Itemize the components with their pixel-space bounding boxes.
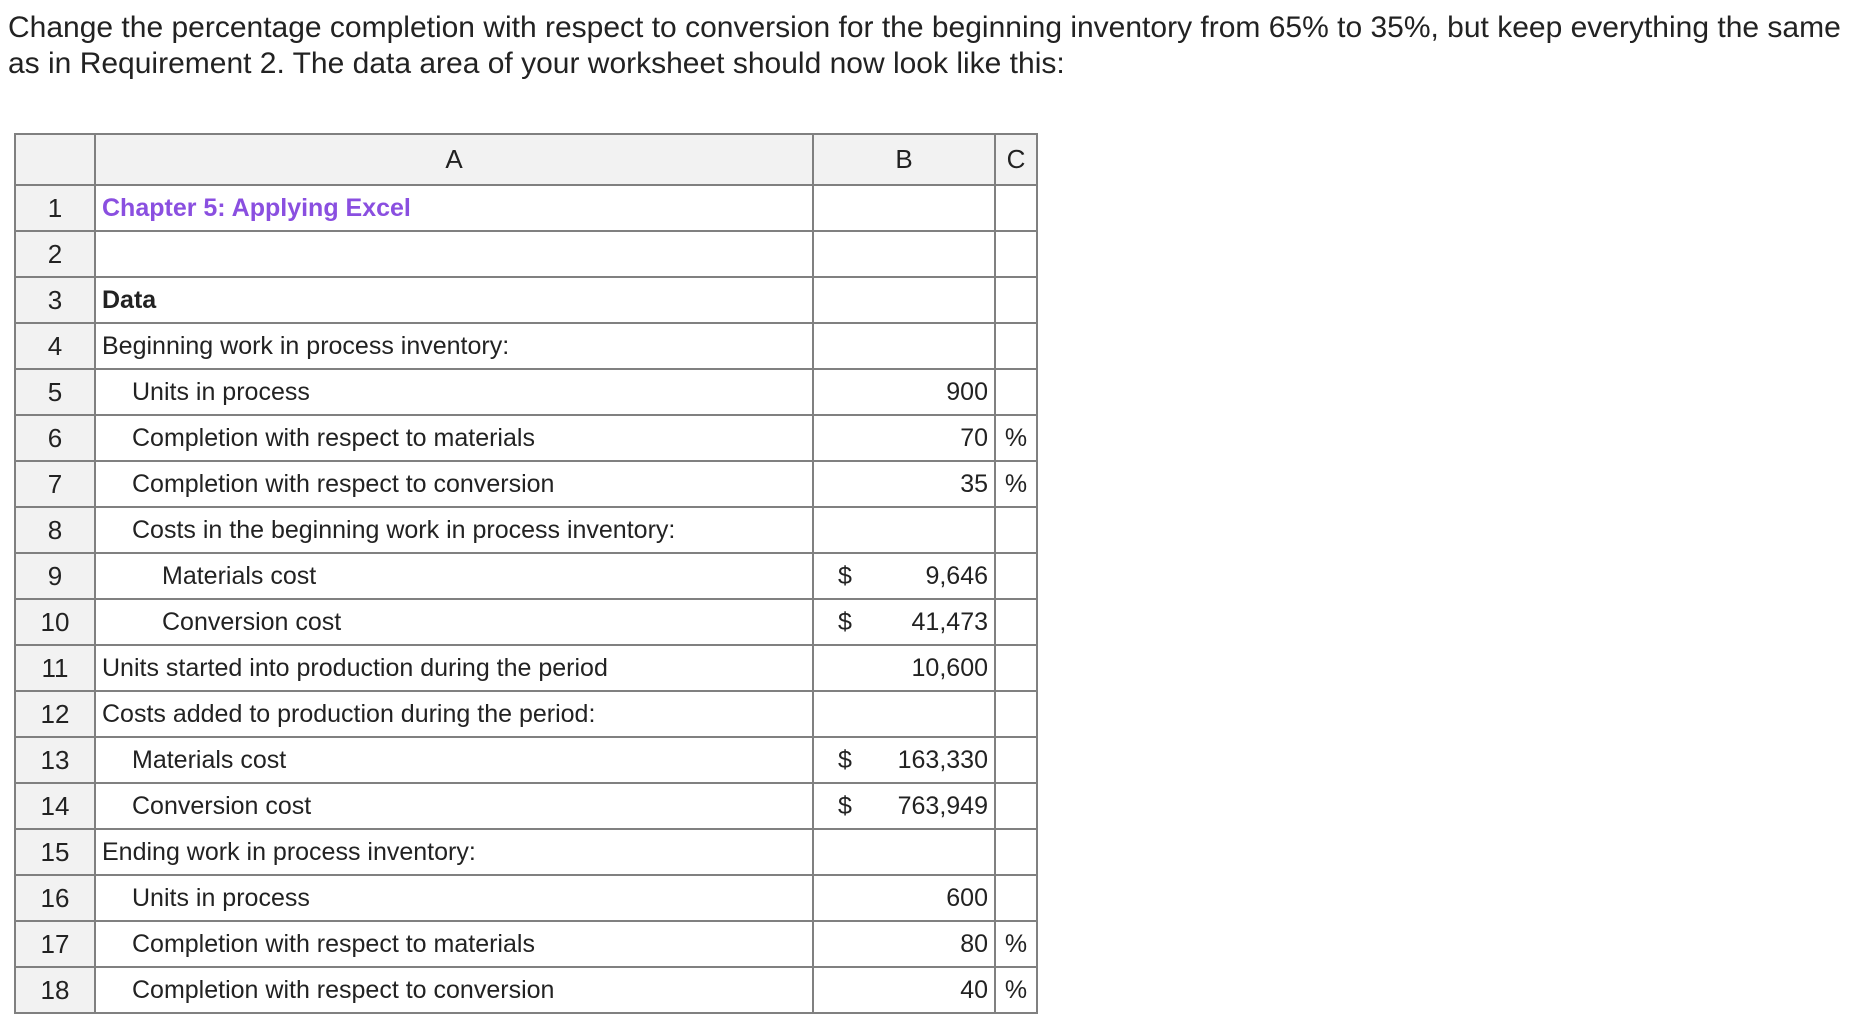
currency-symbol: $	[838, 607, 852, 636]
row-number: 3	[15, 277, 95, 323]
table-row	[15, 553, 1037, 599]
cell-c[interactable]	[995, 829, 1037, 875]
currency-symbol: $	[838, 745, 852, 774]
cell-a[interactable]: Units started into production during the period	[95, 645, 813, 691]
cell-a[interactable]	[95, 231, 813, 277]
row-number: 16	[15, 875, 95, 921]
table-row	[15, 737, 1037, 783]
cell-a[interactable]: Units in process	[95, 875, 813, 921]
cell-c[interactable]	[995, 231, 1037, 277]
cell-b-value: 9,646	[925, 561, 988, 590]
cell-a[interactable]: Beginning work in process inventory:	[95, 323, 813, 369]
cell-a[interactable]: Completion with respect to materials	[95, 921, 813, 967]
cell-c[interactable]	[995, 553, 1037, 599]
cell-b-value: 163,330	[897, 745, 988, 774]
cell-b[interactable]	[813, 645, 995, 691]
cell-b[interactable]	[813, 507, 995, 553]
table-row	[15, 645, 1037, 691]
cell-a[interactable]: Costs in the beginning work in process inventory:	[95, 507, 813, 553]
row-number: 8	[15, 507, 95, 553]
cell-a[interactable]: Data	[95, 277, 813, 323]
row-number: 5	[15, 369, 95, 415]
table-row	[15, 921, 1037, 967]
table-row	[15, 691, 1037, 737]
cell-b-value: 70	[960, 423, 988, 452]
currency-symbol: $	[838, 561, 852, 590]
instruction-text: Change the percentage completion with respect to conversion for the beginning inventory from 65% to 35%, but keep everything the same as in Requirement 2. The data area of your worksheet should now look like this:	[8, 11, 1841, 80]
row-number: 14	[15, 783, 95, 829]
cell-b[interactable]	[813, 829, 995, 875]
table-row	[15, 231, 1037, 277]
cell-a[interactable]: Materials cost	[95, 737, 813, 783]
cell-b[interactable]	[813, 553, 995, 599]
cell-b[interactable]	[813, 369, 995, 415]
column-header-a: A	[95, 134, 813, 185]
cell-b-value: 600	[946, 883, 988, 912]
cell-b[interactable]	[813, 737, 995, 783]
spreadsheet	[14, 133, 1038, 1014]
table-row	[15, 829, 1037, 875]
row-number: 10	[15, 599, 95, 645]
cell-b-value: 35	[960, 469, 988, 498]
cell-b[interactable]	[813, 415, 995, 461]
cell-c[interactable]: %	[995, 967, 1037, 1013]
cell-c[interactable]: %	[995, 921, 1037, 967]
row-number: 18	[15, 967, 95, 1013]
cell-b-value: 10,600	[911, 653, 988, 682]
corner-cell	[15, 134, 95, 185]
cell-a[interactable]: Units in process	[95, 369, 813, 415]
cell-a[interactable]: Chapter 5: Applying Excel	[95, 185, 813, 231]
cell-c[interactable]	[995, 599, 1037, 645]
row-number: 1	[15, 185, 95, 231]
cell-b[interactable]	[813, 599, 995, 645]
cell-b[interactable]	[813, 967, 995, 1013]
cell-b[interactable]	[813, 921, 995, 967]
table-row	[15, 369, 1037, 415]
cell-c[interactable]	[995, 783, 1037, 829]
cell-c[interactable]	[995, 737, 1037, 783]
cell-c[interactable]	[995, 369, 1037, 415]
cell-c[interactable]	[995, 185, 1037, 231]
row-number: 15	[15, 829, 95, 875]
cell-c[interactable]	[995, 875, 1037, 921]
table-row	[15, 185, 1037, 231]
table-row	[15, 967, 1037, 1013]
cell-b-value: 40	[960, 975, 988, 1004]
table-row	[15, 277, 1037, 323]
cell-b-value: 80	[960, 929, 988, 958]
row-number: 7	[15, 461, 95, 507]
row-number: 2	[15, 231, 95, 277]
row-number: 13	[15, 737, 95, 783]
cell-c[interactable]	[995, 645, 1037, 691]
row-number: 6	[15, 415, 95, 461]
table-row	[15, 323, 1037, 369]
column-header-row	[15, 134, 1037, 185]
cell-c[interactable]	[995, 323, 1037, 369]
cell-a[interactable]: Conversion cost	[95, 783, 813, 829]
table-row	[15, 507, 1037, 553]
cell-b[interactable]	[813, 691, 995, 737]
cell-a[interactable]: Ending work in process inventory:	[95, 829, 813, 875]
cell-a[interactable]: Costs added to production during the period:	[95, 691, 813, 737]
cell-c[interactable]	[995, 277, 1037, 323]
cell-b[interactable]	[813, 323, 995, 369]
cell-a[interactable]: Conversion cost	[95, 599, 813, 645]
table-row	[15, 875, 1037, 921]
table-row	[15, 599, 1037, 645]
cell-a[interactable]: Completion with respect to conversion	[95, 461, 813, 507]
cell-a[interactable]: Completion with respect to materials	[95, 415, 813, 461]
row-number: 17	[15, 921, 95, 967]
row-number: 4	[15, 323, 95, 369]
row-number: 11	[15, 645, 95, 691]
cell-b-value: 763,949	[897, 791, 988, 820]
row-number: 12	[15, 691, 95, 737]
table-row	[15, 783, 1037, 829]
cell-a[interactable]: Completion with respect to conversion	[95, 967, 813, 1013]
cell-c[interactable]: %	[995, 415, 1037, 461]
cell-b[interactable]	[813, 875, 995, 921]
column-header-b: B	[813, 134, 995, 185]
cell-b[interactable]	[813, 185, 995, 231]
cell-c[interactable]	[995, 507, 1037, 553]
cell-b[interactable]	[813, 277, 995, 323]
cell-b-value: 41,473	[911, 607, 988, 636]
cell-b[interactable]	[813, 231, 995, 277]
table-row	[15, 415, 1037, 461]
cell-c[interactable]: %	[995, 461, 1037, 507]
cell-b[interactable]	[813, 783, 995, 829]
cell-c[interactable]	[995, 691, 1037, 737]
cell-b-value: 900	[946, 377, 988, 406]
row-number: 9	[15, 553, 95, 599]
table-row	[15, 461, 1037, 507]
currency-symbol: $	[838, 791, 852, 820]
column-header-c: C	[995, 134, 1037, 185]
cell-a[interactable]: Materials cost	[95, 553, 813, 599]
cell-b[interactable]	[813, 461, 995, 507]
